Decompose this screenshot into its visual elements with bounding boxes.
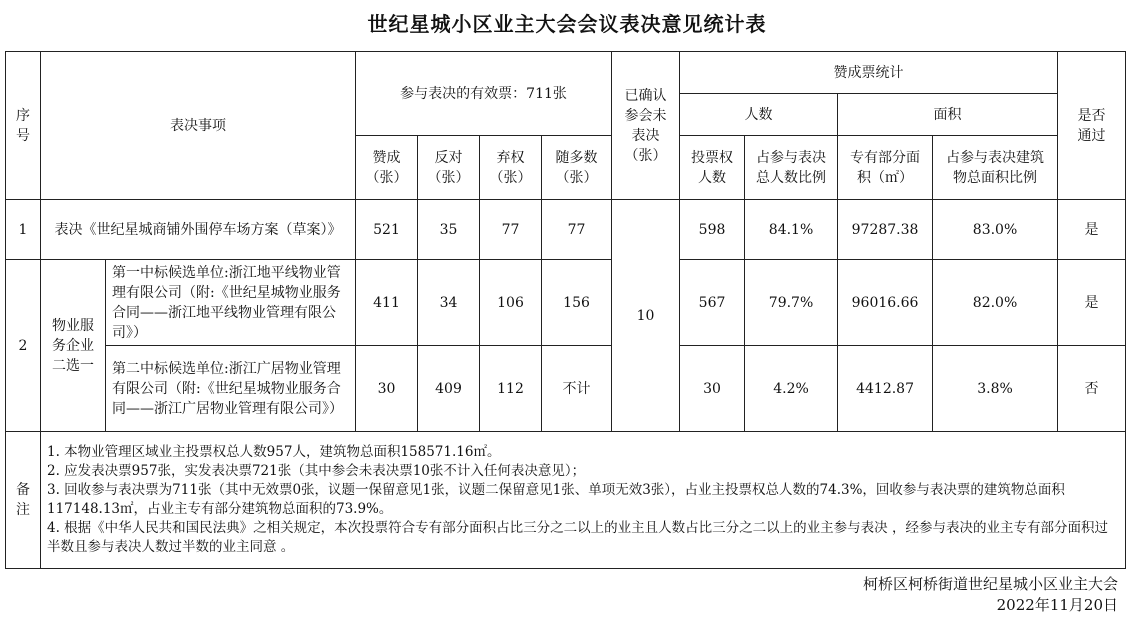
header-abstain: 弃权 （张） <box>480 136 542 200</box>
page-title: 世纪星城小区业主大会会议表决意见统计表 <box>367 12 767 36</box>
note-item: 3. 回收参与表决票为711张（其中无效票0张，议题一保留意见1张，议题二保留意见1张、单项无效3张），占业主投票权总人数的74.3%，回收参与表决票的建筑物总面积117148.13㎡，占业主专有部分建筑物总面积的73.9%。 <box>47 482 1065 517</box>
footer <box>863 574 1118 616</box>
row-item: 第二中标候选单位:浙江广居物业管理有限公司（附:《世纪星城物业服务合同——浙江广居物业管理有限公司》） <box>106 346 356 432</box>
row-passed: 是 <box>1058 260 1126 346</box>
row-area: 97287.38 <box>838 200 933 260</box>
header-confirmed-absent: 已确认 参会未 表决 （张） <box>612 52 680 200</box>
row-people: 567 <box>680 260 745 346</box>
header-item: 表决事项 <box>41 52 356 200</box>
confirmed-absent-value: 10 <box>612 200 680 432</box>
footer-date: 2022年11月20日 <box>996 596 1118 614</box>
row-seq: 2 <box>6 260 41 432</box>
row-abstain: 77 <box>480 200 542 260</box>
row-seq: 1 <box>6 200 41 260</box>
header-follow-majority: 随多数 （张） <box>542 136 612 200</box>
row-area-ratio: 83.0% <box>933 200 1058 260</box>
row-area: 4412.87 <box>838 346 933 432</box>
note-item: 1. 本物业管理区域业主投票权总人数957人，建筑物总面积158571.16㎡。 <box>47 444 501 460</box>
vote-statistics-table <box>5 51 1126 569</box>
row-approve: 411 <box>356 260 418 346</box>
table-row <box>6 346 1126 432</box>
header-approve-stats: 赞成票统计 <box>680 52 1058 94</box>
table-row <box>6 260 1126 346</box>
row-abstain: 106 <box>480 260 542 346</box>
row-oppose: 35 <box>418 200 480 260</box>
note-item: 2. 应发表决票957张，实发表决票721张（其中参会未表决票10张不计入任何表决意见）； <box>47 463 586 479</box>
row-group: 物业服务企业二选一 <box>41 260 106 432</box>
row-abstain: 112 <box>480 346 542 432</box>
row-people-ratio: 84.1% <box>745 200 838 260</box>
header-seq: 序 号 <box>6 52 41 200</box>
header-private-area: 专有部分面 积（㎡） <box>838 136 933 200</box>
row-oppose: 409 <box>418 346 480 432</box>
row-approve: 521 <box>356 200 418 260</box>
header-area-ratio: 占参与表决建筑 物总面积比例 <box>933 136 1058 200</box>
row-follow: 156 <box>542 260 612 346</box>
row-approve: 30 <box>356 346 418 432</box>
notes-row <box>6 432 1126 569</box>
header-passed: 是否 通过 <box>1058 52 1126 200</box>
header-voting-people: 投票权 人数 <box>680 136 745 200</box>
row-people: 598 <box>680 200 745 260</box>
row-oppose: 34 <box>418 260 480 346</box>
row-follow: 77 <box>542 200 612 260</box>
notes-label: 备 注 <box>6 432 41 569</box>
row-area-ratio: 3.8% <box>933 346 1058 432</box>
row-area: 96016.66 <box>838 260 933 346</box>
row-people: 30 <box>680 346 745 432</box>
header-people: 人数 <box>680 94 838 136</box>
header-people-ratio: 占参与表决 总人数比例 <box>745 136 838 200</box>
row-passed: 是 <box>1058 200 1126 260</box>
header-oppose: 反对 （张） <box>418 136 480 200</box>
row-area-ratio: 82.0% <box>933 260 1058 346</box>
table-row <box>6 200 1126 260</box>
row-passed: 否 <box>1058 346 1126 432</box>
header-approve: 赞成 （张） <box>356 136 418 200</box>
row-people-ratio: 4.2% <box>745 346 838 432</box>
row-follow: 不计 <box>542 346 612 432</box>
notes-content <box>41 432 1126 569</box>
note-item: 4. 根据《中华人民共和国民法典》之相关规定，本次投票符合专有部分面积占比三分之二以上的业主且人数占比三分之二以上的业主参与表决 ，经参与表决的业主专有部分面积过半数且参与表决人数过半数的业主同意 。 <box>47 520 1108 555</box>
row-item: 表决《世纪星城商铺外围停车场方案（草案）》 <box>41 200 356 260</box>
header-valid-votes: 参与表决的有效票：711张 <box>356 52 612 136</box>
row-people-ratio: 79.7% <box>745 260 838 346</box>
footer-org: 柯桥区柯桥街道世纪星城小区业主大会 <box>862 575 1118 593</box>
row-item: 第一中标候选单位:浙江地平线物业管理有限公司（附:《世纪星城物业服务合同——浙江地平线物业管理有限公司》） <box>106 260 356 346</box>
header-area: 面积 <box>838 94 1058 136</box>
